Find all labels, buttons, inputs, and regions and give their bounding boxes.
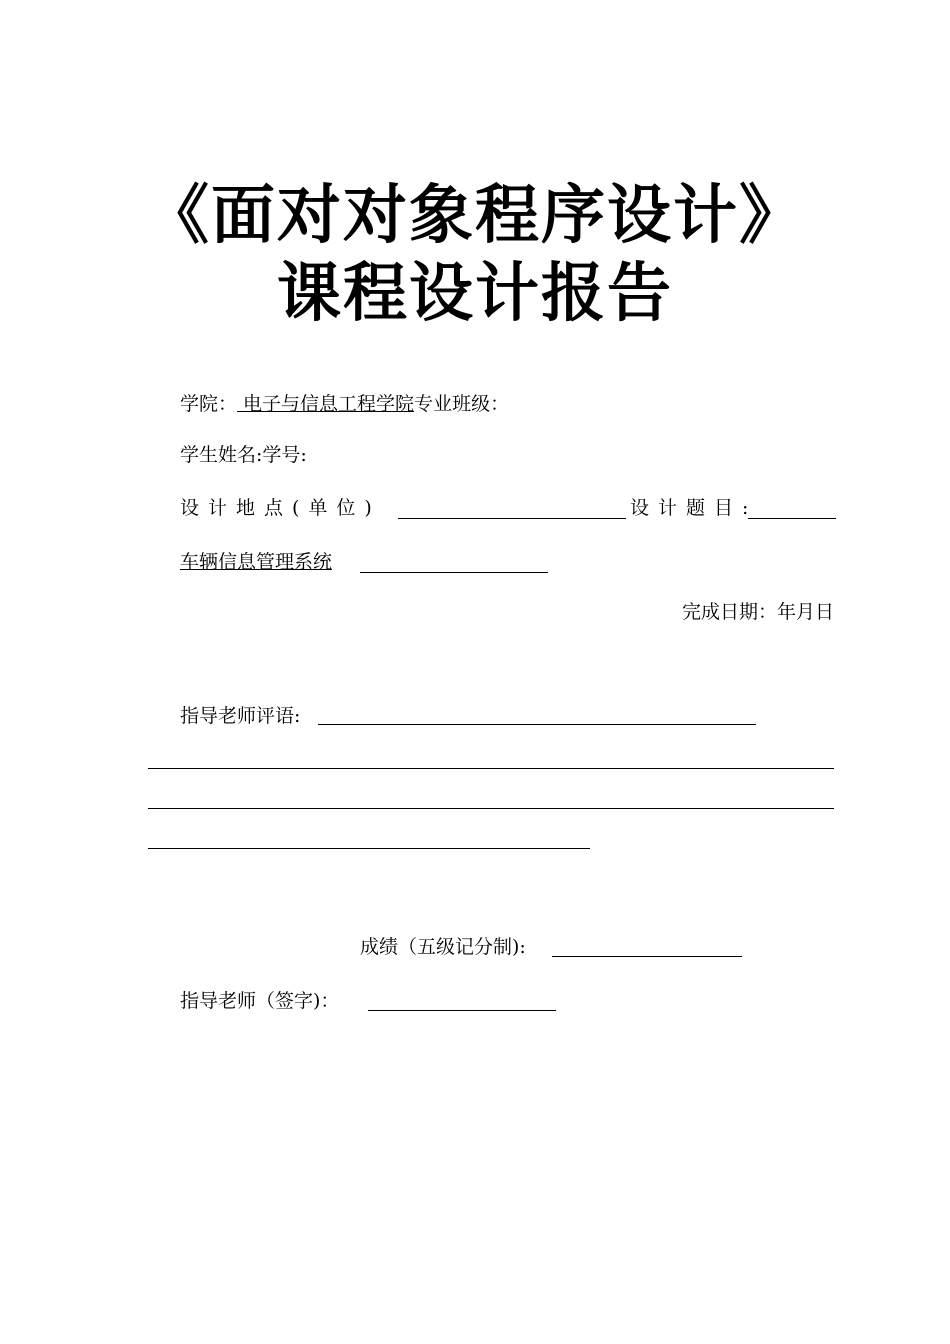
topic-value: 车辆信息管理系统 xyxy=(180,551,333,573)
advisor-comment-blank xyxy=(318,704,756,725)
title-line-1: 《面对对象程序设计》 xyxy=(145,179,805,253)
completion-date: 完成日期：年月日 xyxy=(681,601,834,623)
major-class-label: 专业班级： xyxy=(414,393,510,415)
comment-rule-1 xyxy=(148,768,834,769)
student-name-label: 学生姓名: xyxy=(180,444,263,466)
student-row xyxy=(180,441,307,469)
college-label: 学院： xyxy=(180,393,238,415)
comment-rule-3 xyxy=(148,848,590,849)
topic-label: 设计题目: xyxy=(630,497,758,519)
advisor-comment-label: 指导老师评语: xyxy=(180,705,301,727)
title-line-2: 课程设计报告 xyxy=(277,257,673,331)
grade-blank xyxy=(552,936,742,957)
comment-rule-2 xyxy=(148,808,834,809)
topic-value-blank xyxy=(360,552,548,573)
advisor-sign-label: 指导老师（签字)： xyxy=(180,990,340,1012)
student-id-label: 学号: xyxy=(262,444,307,466)
grade-label: 成绩（五级记分制): xyxy=(360,936,526,958)
advisor-sign-blank xyxy=(368,990,556,1011)
location-label: 设计地点(单位) xyxy=(180,497,381,519)
college-value: 电子与信息工程学院 xyxy=(237,393,415,415)
location-blank xyxy=(398,498,626,519)
college-row xyxy=(180,390,509,418)
topic-blank xyxy=(748,498,836,519)
